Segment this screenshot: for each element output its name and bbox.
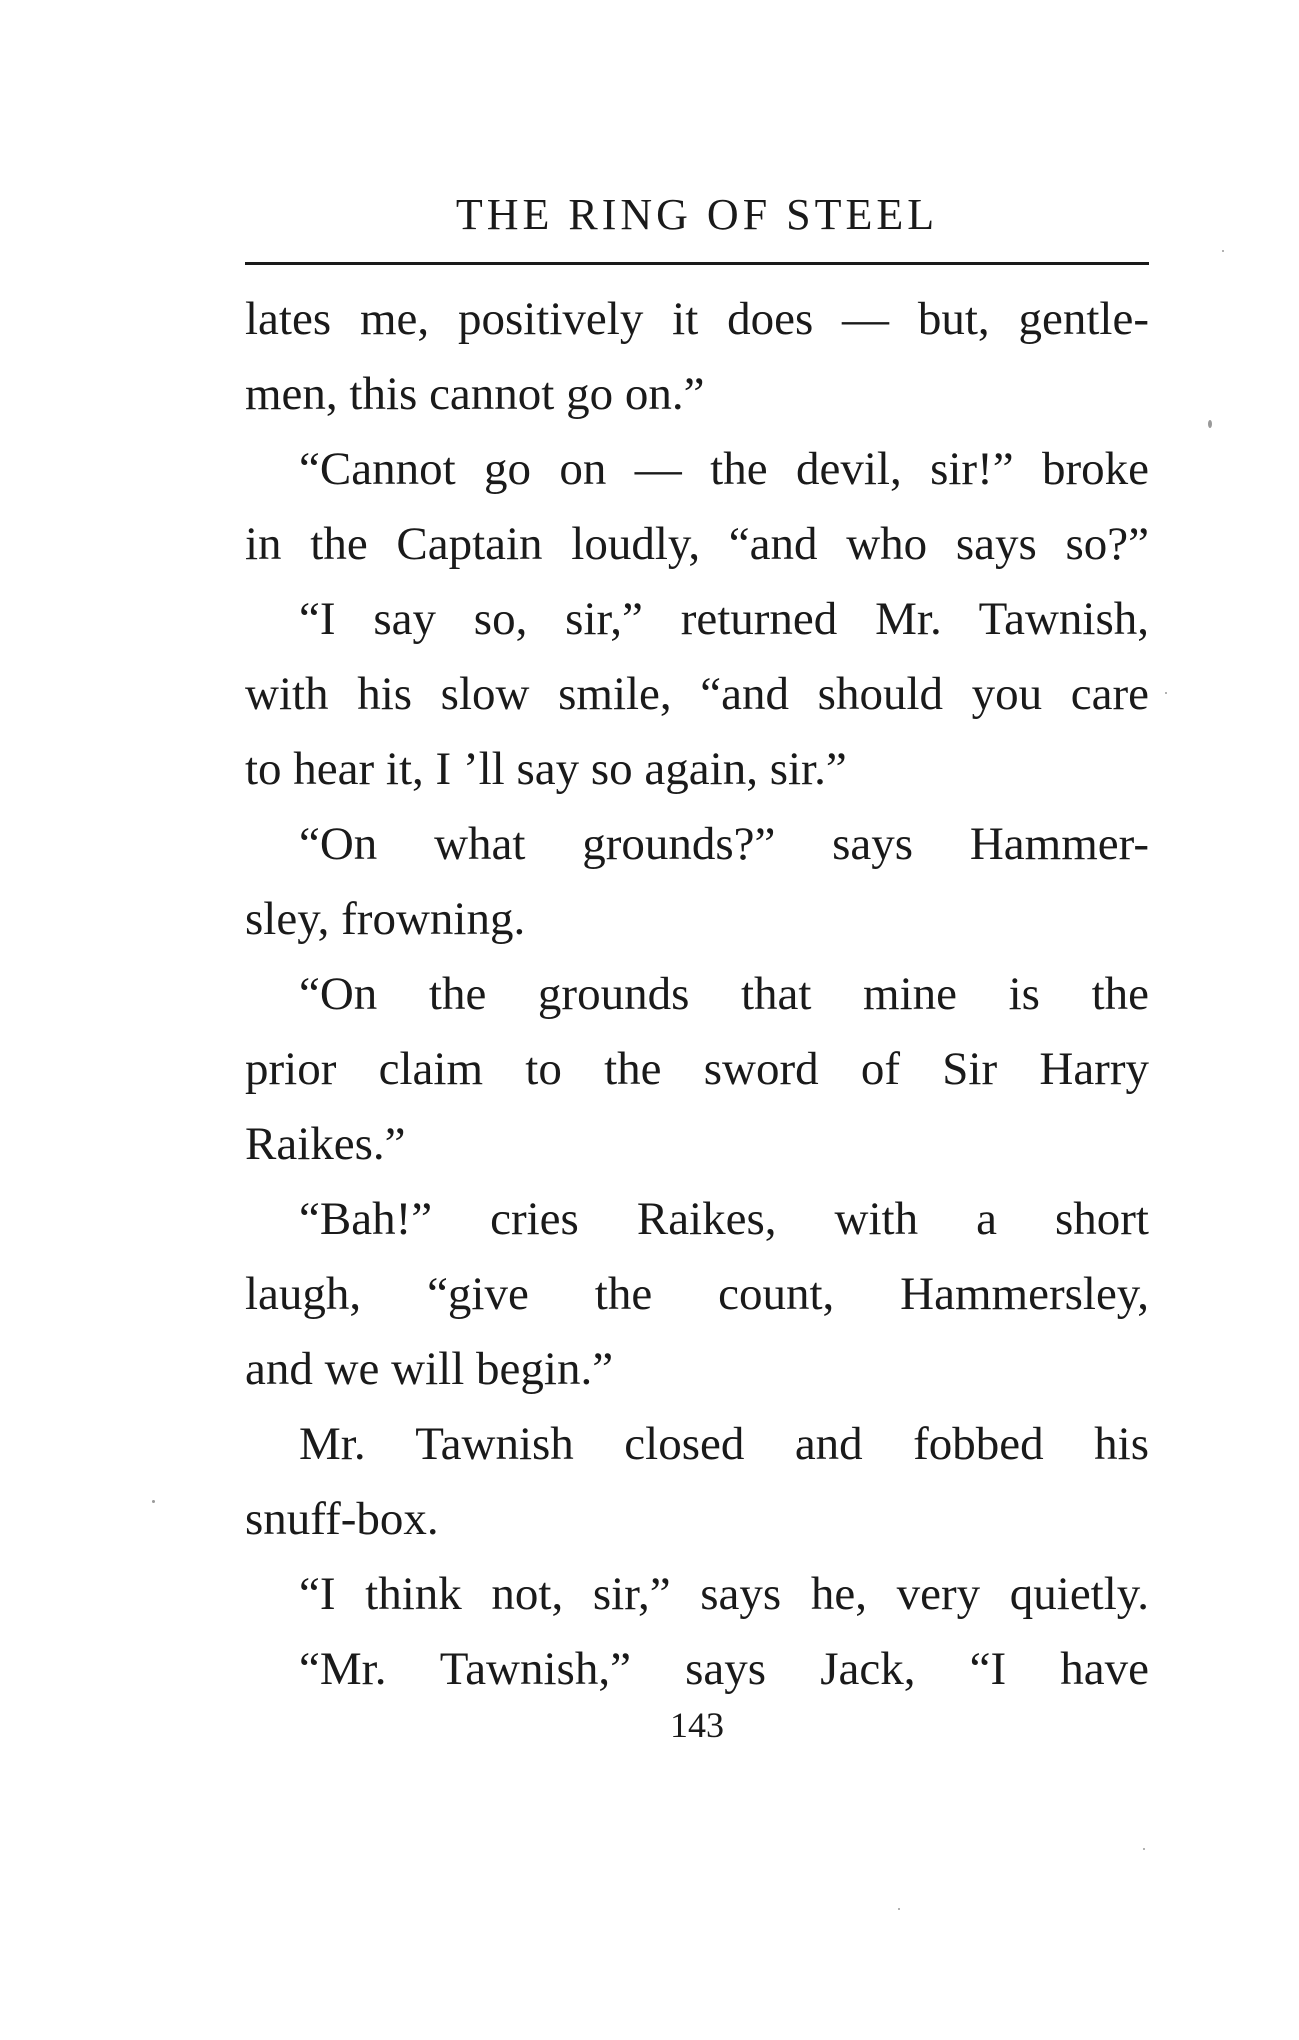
header-rule	[245, 262, 1149, 265]
text-line: to hear it, I ’ll say so again, sir.”	[245, 743, 847, 795]
scan-speck	[1165, 692, 1167, 694]
text-line: in the Captain loudly, “and who says so?”	[245, 518, 1149, 570]
text-line: laugh, “give the count, Hammersley,	[245, 1268, 1149, 1320]
text-line: with his slow smile, “and should you care	[245, 668, 1149, 720]
body-text	[245, 282, 1149, 1707]
scan-speck	[898, 1908, 900, 1910]
text-line: prior claim to the sword of Sir Harry	[245, 1043, 1149, 1095]
text-line: “I think not, sir,” says he, very quietly.	[299, 1568, 1149, 1620]
scan-speck	[1143, 1848, 1145, 1850]
text-line: “Mr. Tawnish,” says Jack, “I have	[299, 1643, 1149, 1695]
text-line: “Bah!” cries Raikes, with a short	[299, 1193, 1149, 1245]
text-line: “On what grounds?” says Hammer-	[299, 818, 1149, 870]
text-line: snuff-box.	[245, 1493, 439, 1545]
scan-speck	[1222, 250, 1224, 252]
text-line: “On the grounds that mine is the	[299, 968, 1149, 1020]
text-line: lates me, positively it does — but, gentle-	[245, 293, 1149, 345]
running-head: THE RING OF STEEL	[455, 190, 939, 239]
text-line: and we will begin.”	[245, 1343, 614, 1395]
scan-speck	[152, 1500, 155, 1503]
scan-speck	[1208, 420, 1212, 428]
text-line: Mr. Tawnish closed and fobbed his	[299, 1418, 1149, 1470]
text-line: Raikes.”	[245, 1118, 406, 1170]
text-line: “Cannot go on — the devil, sir!” broke	[299, 443, 1149, 495]
text-line: men, this cannot go on.”	[245, 368, 705, 420]
page-number: 143	[670, 1705, 724, 1745]
text-line: sley, frowning.	[245, 893, 526, 945]
text-line: “I say so, sir,” returned Mr. Tawnish,	[299, 593, 1149, 645]
